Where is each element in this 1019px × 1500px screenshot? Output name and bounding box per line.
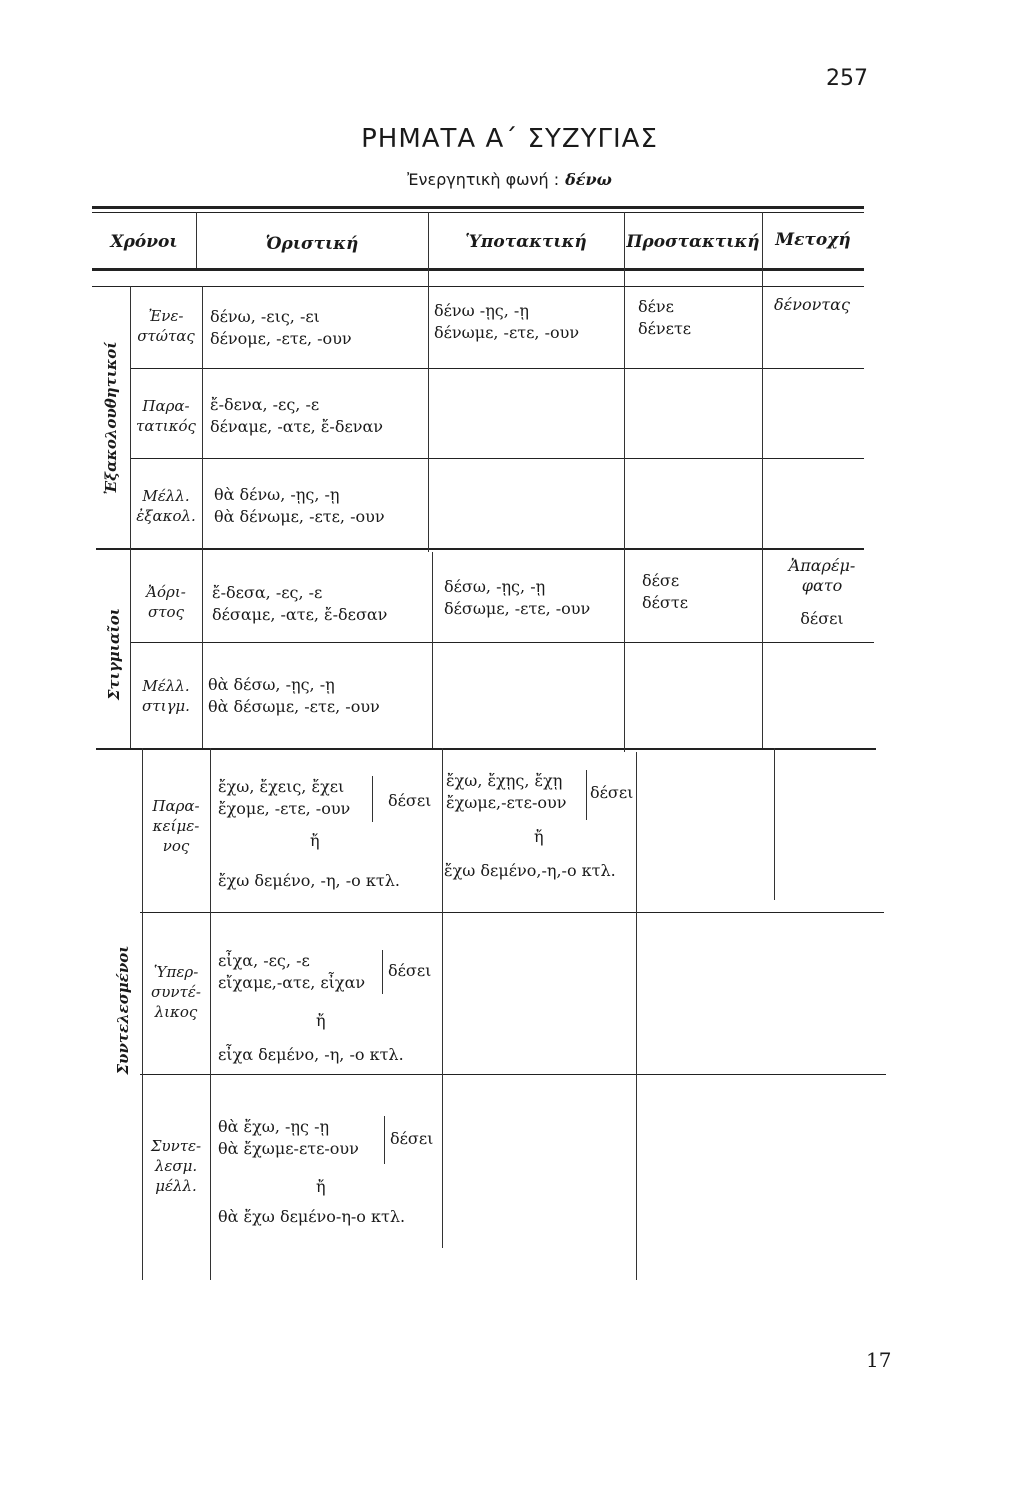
subtitle-verb: δένω (565, 170, 612, 189)
form-line: θὰ ἔχωμε-ετε-ουν (218, 1139, 359, 1158)
aorist-infinitive: δέσει (800, 609, 844, 628)
pluperfect-indicative-or: ἤ (316, 1011, 326, 1030)
form-line: θὰ ἔχω, -ῃς -ῃ (218, 1117, 330, 1136)
header-bottom-rule-2 (92, 286, 864, 287)
form-line: θὰ δέσω, -ῃς, -ῃ (208, 675, 335, 694)
group-label-simple: Στιγμιαῖοι (105, 607, 123, 701)
group-rule-2 (96, 748, 876, 750)
perfect-indicative-or: ἤ (310, 831, 320, 850)
imperfect-indicative (210, 394, 383, 438)
future-continuous-indicative (214, 484, 385, 528)
perfect-subjunctive-aux: δέσει (590, 783, 634, 802)
perfect-indicative (218, 776, 350, 820)
tense-future-continuous (130, 486, 202, 526)
present-participle: δένοντας (774, 295, 850, 314)
pluperfect-indicative (218, 950, 365, 994)
tense-aorist (130, 582, 202, 622)
tense-line: στιγμ. (142, 697, 190, 715)
form-line: ἔ-δεσα, -ες, -ε (212, 583, 323, 602)
row-rule (130, 368, 864, 369)
row-rule (140, 912, 884, 913)
form-line: ἔχομε, -ετε, -ουν (218, 799, 351, 818)
brace-rule (586, 770, 587, 820)
form-line: ἔχω, ἔχῃς, ἔχῃ (446, 771, 563, 790)
future-perfect-indicative-aux: δέσει (390, 1129, 434, 1148)
tense-perfect (142, 796, 210, 856)
column-rule (636, 752, 637, 1280)
future-simple-indicative (208, 674, 380, 718)
tense-line: συντέ- (151, 983, 201, 1001)
form-line: δέσαμε, -ατε, ἔ-δεσαν (212, 605, 388, 624)
column-rule (442, 748, 443, 1248)
form-line: θὰ δέσωμε, -ετε, -ουν (208, 697, 380, 716)
group-rule-1 (96, 548, 864, 550)
form-line: εἶχα, -ες, -ε (218, 951, 310, 970)
column-rule (762, 212, 763, 748)
aorist-imperative (642, 570, 688, 614)
form-line: δένε (638, 297, 674, 316)
row-rule (140, 1074, 886, 1075)
tense-line: Ἀόρι- (146, 583, 186, 601)
future-perfect-indicative-alt: θὰ ἔχω δεμένο-η-ο κτλ. (218, 1207, 406, 1226)
tense-line: νος (162, 837, 190, 855)
page-title: ΡΗΜΑΤΑ Α΄ ΣΥΖΥΓΙΑΣ (361, 124, 658, 154)
form-line: δέσωμε, -ετε, -ουν (444, 599, 591, 618)
header-participle: Μετοχή (775, 230, 851, 250)
perfect-subjunctive-alt: ἔχω δεμένο,-η,-ο κτλ. (444, 861, 616, 880)
column-rule (432, 552, 433, 748)
perfect-indicative-alt: ἔχω δεμένο, -η, -ο κτλ. (218, 871, 400, 890)
label-line: φατο (801, 576, 843, 595)
form-line: θὰ δένωμε, -ετε, -ουν (214, 507, 385, 526)
future-perfect-indicative (218, 1116, 359, 1160)
future-perfect-indicative-or: ἤ (316, 1177, 326, 1196)
footer-page-number: 17 (866, 1348, 892, 1372)
aorist-subjunctive (444, 576, 590, 620)
form-line: δέσε (642, 571, 680, 590)
tense-line: μέλλ. (155, 1177, 197, 1195)
tense-line: Ὑπερ- (153, 963, 199, 981)
present-subjunctive (434, 300, 579, 344)
pluperfect-indicative-alt: εἶχα δεμένο, -η, -ο κτλ. (218, 1045, 404, 1064)
header-bottom-rule (92, 268, 864, 271)
form-line: δένετε (638, 319, 692, 338)
brace-rule (372, 776, 373, 822)
row-rule (130, 458, 864, 459)
infinitive-label (770, 556, 874, 596)
form-line: δένω, -εις, -ει (210, 307, 320, 326)
tense-imperfect (130, 396, 202, 436)
header-imperative: Προστακτική (626, 232, 760, 252)
tense-line: Μέλλ. (142, 677, 190, 695)
form-line: εἴχαμε,-ατε, εἶχαν (218, 973, 366, 992)
header-subjunctive: Ὑποτακτική (465, 232, 587, 252)
aorist-indicative (212, 582, 387, 626)
page-number: 257 (826, 66, 868, 91)
group-label-perfect: Συντελεσμένοι (114, 945, 132, 1075)
tense-line: Ἐνε- (148, 307, 184, 325)
brace-rule (382, 950, 383, 994)
label-line: Ἀπαρέμ- (788, 556, 856, 575)
brace-rule (384, 1116, 385, 1164)
tense-line: Παρα- (142, 397, 190, 415)
perfect-indicative-aux: δέσει (388, 791, 432, 810)
tense-line: λεσμ. (154, 1157, 198, 1175)
tense-future-simple (130, 676, 202, 716)
column-rule (624, 212, 625, 752)
form-line: θὰ δένω, -ῃς, -ῃ (214, 485, 340, 504)
tense-line: ἐξακολ. (136, 507, 196, 525)
form-line: ἔχω, ἔχεις, ἔχει (218, 777, 345, 796)
tense-future-perfect (142, 1136, 210, 1196)
column-rule (428, 212, 429, 552)
form-line: δέστε (642, 593, 688, 612)
perfect-subjunctive-or: ἤ (534, 827, 544, 846)
form-line: ἔ-δενα, -ες, -ε (210, 395, 320, 414)
tense-line: κείμε- (152, 817, 200, 835)
column-rule (210, 748, 211, 1280)
header-indicative: Ὁριστική (265, 234, 359, 254)
tense-line: λικος (154, 1003, 198, 1021)
tense-present (130, 306, 202, 346)
tense-line: Συντε- (150, 1137, 202, 1155)
tense-line: στος (148, 603, 184, 621)
table-top-rule (92, 206, 864, 209)
tense-line: Παρα- (152, 797, 200, 815)
tense-line: στώτας (137, 327, 195, 345)
perfect-subjunctive (446, 770, 566, 814)
tense-line: τατικός (136, 417, 196, 435)
column-rule (202, 286, 203, 748)
form-line: δένομε, -ετε, -ουν (210, 329, 352, 348)
group-label-continuous: Ἐξακολουθητικοί (102, 341, 120, 495)
header-tenses: Χρόνοι (110, 232, 178, 252)
tense-pluperfect (142, 962, 210, 1022)
tense-line: Μέλλ. (142, 487, 190, 505)
form-line: δένωμε, -ετε, -ουν (434, 323, 580, 342)
present-indicative (210, 306, 352, 350)
present-imperative (638, 296, 691, 340)
form-line: δένω -ῃς, -ῃ (434, 301, 529, 320)
form-line: ἔχωμε,-ετε-ουν (446, 793, 567, 812)
form-line: δέναμε, -ατε, ἔ-δεναν (210, 417, 384, 436)
form-line: δέσω, -ῃς, -ῃ (444, 577, 546, 596)
page-subtitle (0, 170, 1019, 189)
column-rule (774, 748, 775, 900)
subtitle-label: Ἐνεργητικὴ φωνή : (407, 170, 560, 189)
table-top-rule-2 (92, 212, 864, 213)
pluperfect-indicative-aux: δέσει (388, 961, 432, 980)
